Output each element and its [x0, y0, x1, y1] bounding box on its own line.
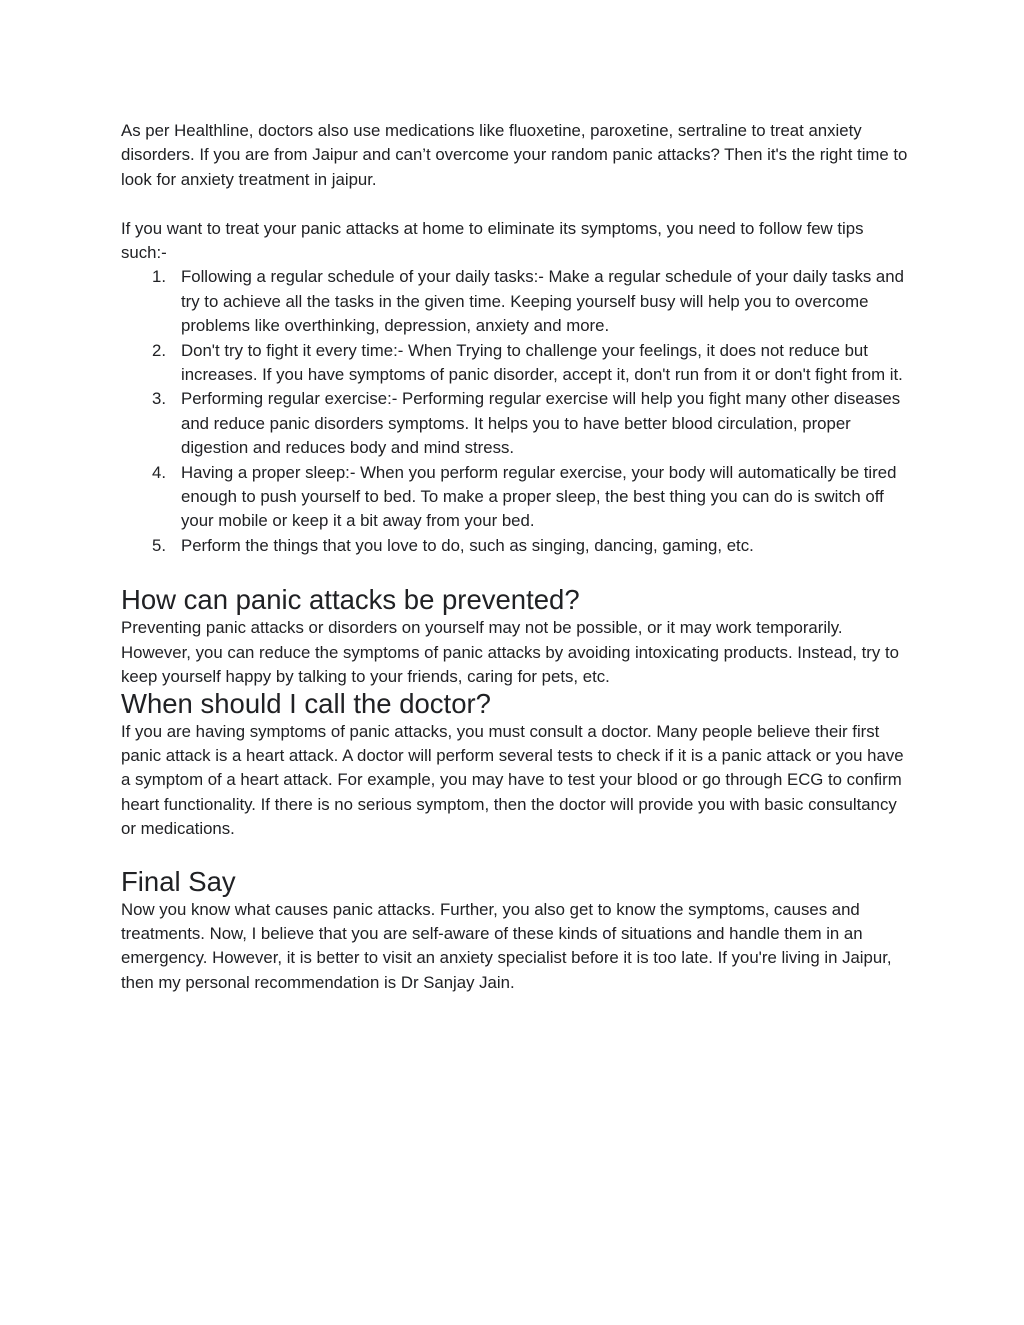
- list-item-number: 1.: [152, 267, 166, 287]
- prevention-paragraph: Preventing panic attacks or disorders on yourself may not be possible, or it may work temporarily. However, you can reduce the symptoms of panic attacks by avoiding intoxicating products. Instead, try to keep yourself happy by talking to your friends, caring for pets, etc.: [121, 618, 899, 687]
- heading-final-say: Final Say: [121, 865, 236, 897]
- list-item: [121, 265, 911, 338]
- paragraph-spacer: [121, 192, 911, 216]
- heading-prevention: How can panic attacks be prevented?: [121, 584, 580, 616]
- list-item-number: 4.: [152, 462, 166, 482]
- list-item-number: 2.: [152, 340, 166, 360]
- final-say-paragraph: Now you know what causes panic attacks. Further, you also get to know the symptoms, causes and treatments. Now, I believe that you are self-aware of these kinds of situations and handle them in an emergency. However, it is better to visit an anxiety specialist before it is too late. If you're living in Jaipur, then my personal recommendation is Dr Sanjay Jain.: [121, 899, 892, 992]
- list-item-text: Performing regular exercise:- Performing regular exercise will help you fight many other diseases and reduce panic disorders symptoms. It helps you to have better blood circulation, proper digestion and reduces body and mind stress.: [181, 389, 901, 458]
- list-item-number: 5.: [152, 535, 166, 555]
- list-item: [121, 534, 911, 558]
- list-item-text: Having a proper sleep:- When you perform regular exercise, your body will automatically be tired enough to push yourself to bed. To make a proper sleep, the best thing you can do is switch off your mobile or keep it a bit away from your bed.: [181, 462, 897, 531]
- list-item: [121, 339, 911, 388]
- list-item-text: Following a regular schedule of your daily tasks:- Make a regular schedule of your daily tasks and try to achieve all the tasks in the given time. Keeping yourself busy will help you to overcome problems like overthinking, depression, anxiety and more.: [181, 267, 904, 336]
- heading-call-doctor: When should I call the doctor?: [121, 687, 491, 719]
- list-item-text: Perform the things that you love to do, such as singing, dancing, gaming, etc.: [181, 535, 754, 555]
- call-doctor-paragraph: If you are having symptoms of panic attacks, you must consult a doctor. Many people believe their first panic attack is a heart attack. A doctor will perform several tests to check if it is a panic attack or you have a symptom of a heart attack. For example, you may have to test your blood or go through ECG to confirm heart functionality. If there is no serious symptom, then the doctor will provide you with basic consultancy or medications.: [121, 721, 904, 839]
- document-page: [121, 119, 911, 995]
- list-item: [121, 387, 911, 460]
- list-item-number: 3.: [152, 389, 166, 409]
- tips-list: [121, 265, 911, 558]
- list-item: [121, 461, 911, 534]
- intro-paragraph-tips: If you want to treat your panic attacks at home to eliminate its symptoms, you need to follow few tips such:-: [121, 218, 864, 263]
- intro-paragraph-medications: As per Healthline, doctors also use medications like fluoxetine, paroxetine, sertraline to treat anxiety disorders. If you are from Jaipur and can’t overcome your random panic attacks? Then it's the right time to look for anxiety treatment in jaipur.: [121, 121, 908, 189]
- list-item-text: Don't try to fight it every time:- When Trying to challenge your feelings, it does not reduce but increases. If you have symptoms of panic disorder, accept it, don't run from it or don't fight from it.: [181, 340, 903, 385]
